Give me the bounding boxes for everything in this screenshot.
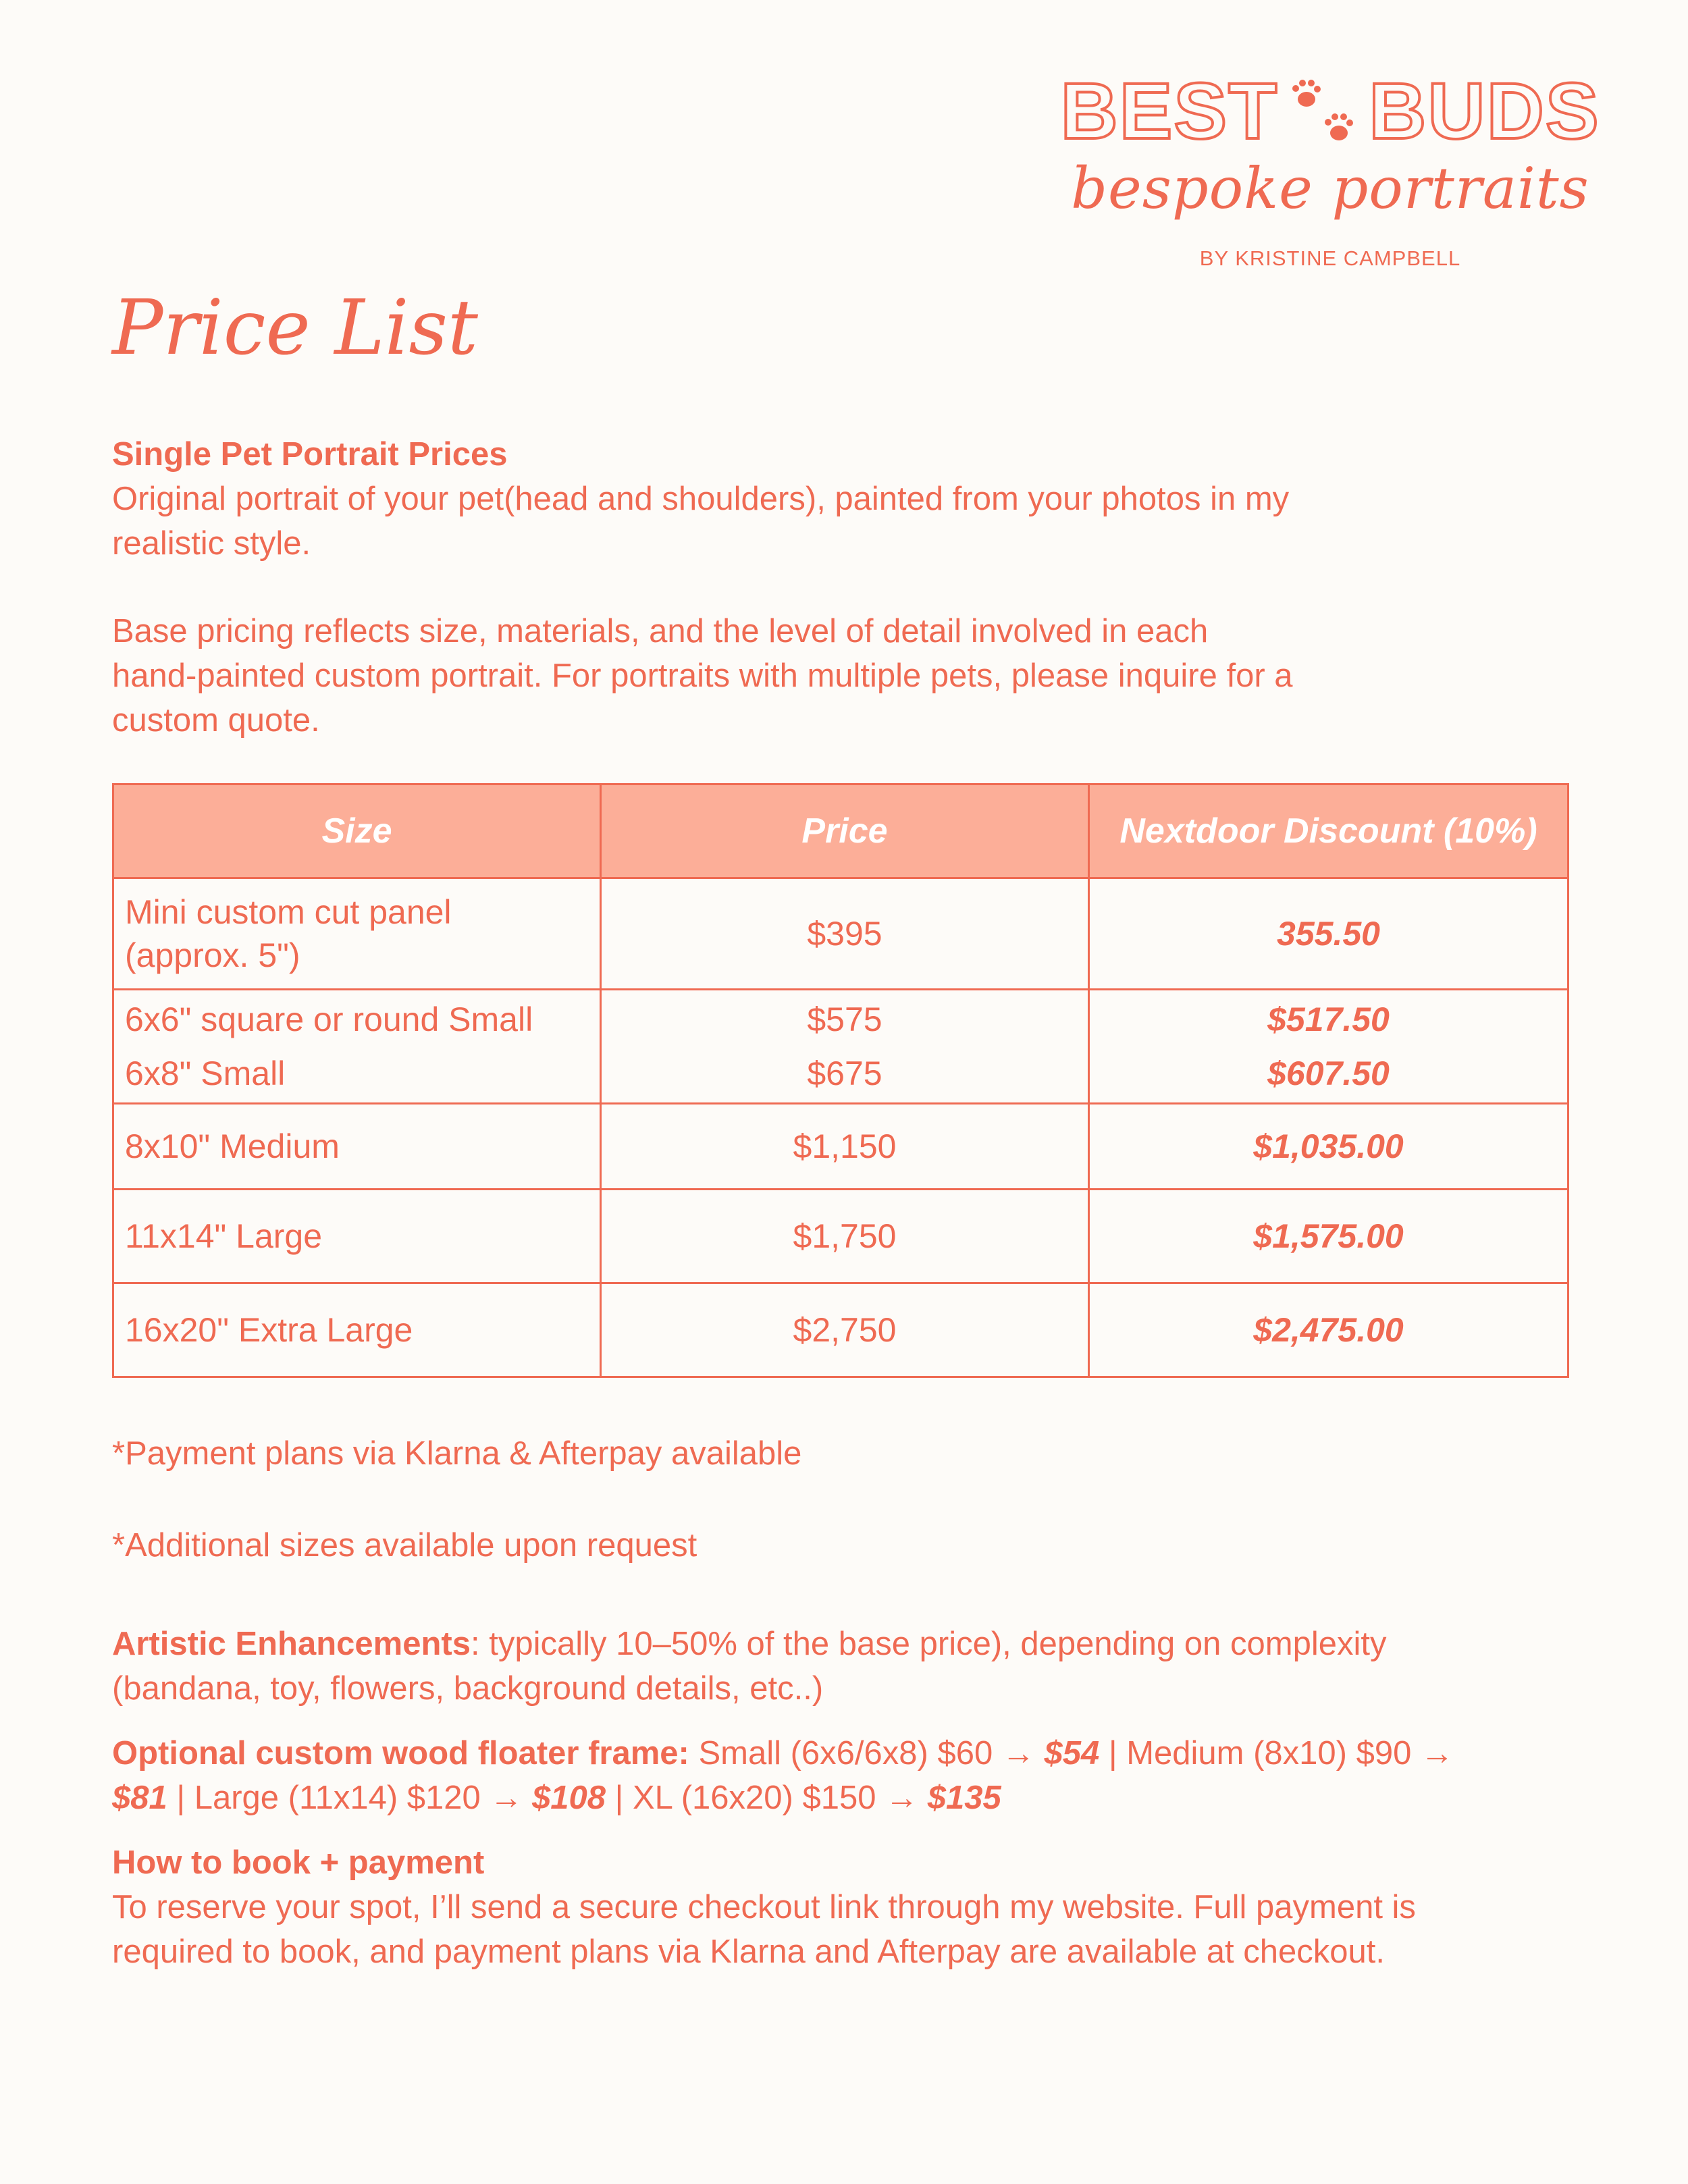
price-cell: $395 <box>601 878 1089 990</box>
table-row <box>113 1190 1568 1283</box>
size-cell: 16x20" Extra Large <box>113 1283 601 1377</box>
column-header-size: Size <box>113 784 601 878</box>
table-row <box>113 1104 1568 1190</box>
size-cell: 8x10" Medium <box>113 1104 601 1190</box>
size-label: 6x8" Small <box>125 1055 286 1092</box>
enhancements-note <box>112 1622 1577 1666</box>
page-title: Price List <box>112 284 479 372</box>
size-label: (approx. 5") <box>125 936 300 974</box>
column-header-discount: Nextdoor Discount (10%) <box>1089 784 1568 878</box>
price-cell <box>601 990 1089 1104</box>
price-table <box>112 783 1569 1378</box>
discount-cell <box>1089 990 1568 1104</box>
brand-byline: BY KRISTINE CAMPBELL <box>1199 246 1461 270</box>
price-value: $675 <box>807 1055 882 1092</box>
paw-prints-icon <box>1286 71 1361 152</box>
enhancements-text: : typically 10–50% of the base price), depending on complexity <box>471 1626 1387 1662</box>
additional-sizes-note: *Additional sizes available upon request <box>112 1527 697 1564</box>
intro-line: Original portrait of your pet(head and shoulders), painted from your photos in my <box>112 481 1290 517</box>
intro-heading: Single Pet Portrait Prices <box>112 436 508 473</box>
table-row <box>113 990 1568 1104</box>
discount-cell: $1,575.00 <box>1089 1190 1568 1283</box>
frame-xl-text: | XL (16x20) $150 → <box>606 1780 928 1816</box>
size-label: Mini custom cut panel <box>125 893 452 931</box>
column-header-price: Price <box>601 784 1089 878</box>
discount-cell: $1,035.00 <box>1089 1104 1568 1190</box>
intro-line: custom quote. <box>112 702 320 739</box>
brand-logo <box>1053 67 1607 271</box>
discount-value: $607.50 <box>1267 1055 1390 1092</box>
enhancements-text-2: (bandana, toy, flowers, background details, etc..) <box>112 1670 824 1707</box>
brand-tagline: bespoke portraits <box>1071 155 1589 221</box>
discount-value: $517.50 <box>1267 1001 1390 1038</box>
frame-medium-text: | Medium (8x10) $90 → <box>1099 1735 1454 1772</box>
frame-note-2 <box>112 1776 1577 1820</box>
size-label: 6x6" square or round Small <box>125 1001 533 1038</box>
size-cell <box>113 990 601 1104</box>
intro-line: hand-painted custom portrait. For portraits with multiple pets, please inquire for a <box>112 658 1293 694</box>
price-cell: $1,750 <box>601 1190 1089 1283</box>
frame-note <box>112 1731 1577 1776</box>
intro-section <box>112 432 1577 743</box>
table-row <box>113 878 1568 990</box>
frame-large-text: | Large (11x14) $120 → <box>167 1780 533 1816</box>
intro-line: Base pricing reflects size, materials, and the level of detail involved in each <box>112 613 1209 649</box>
frame-large-discount: $108 <box>532 1780 606 1816</box>
discount-cell: 355.50 <box>1089 878 1568 990</box>
frame-label: Optional custom wood floater frame: <box>112 1735 689 1772</box>
frame-medium-discount: $81 <box>112 1780 167 1816</box>
brand-wordmark <box>1053 67 1607 156</box>
brand-name-left: BEST <box>1060 67 1279 156</box>
table-header-row <box>113 784 1568 878</box>
price-value: $575 <box>807 1001 882 1038</box>
price-cell: $2,750 <box>601 1283 1089 1377</box>
booking-heading: How to book + payment <box>112 1844 485 1881</box>
discount-cell: $2,475.00 <box>1089 1283 1568 1377</box>
intro-line: realistic style. <box>112 525 311 562</box>
frame-small-discount: $54 <box>1044 1735 1100 1772</box>
payment-plans-note: *Payment plans via Klarna & Afterpay available <box>112 1435 802 1472</box>
size-cell: 11x14" Large <box>113 1190 601 1283</box>
notes-section <box>112 1431 1577 1974</box>
brand-name-right: BUDS <box>1369 67 1600 156</box>
booking-text: required to book, and payment plans via Klarna and Afterpay are available at checkout. <box>112 1934 1385 1970</box>
booking-text: To reserve your spot, I’ll send a secure checkout link through my website. Full payment is <box>112 1889 1416 1925</box>
frame-xl-discount: $135 <box>927 1780 1001 1816</box>
table-row <box>113 1283 1568 1377</box>
enhancements-label: Artistic Enhancements <box>112 1626 471 1662</box>
frame-small-text: Small (6x6/6x8) $60 → <box>689 1735 1045 1772</box>
price-cell: $1,150 <box>601 1104 1089 1190</box>
size-cell <box>113 878 601 990</box>
